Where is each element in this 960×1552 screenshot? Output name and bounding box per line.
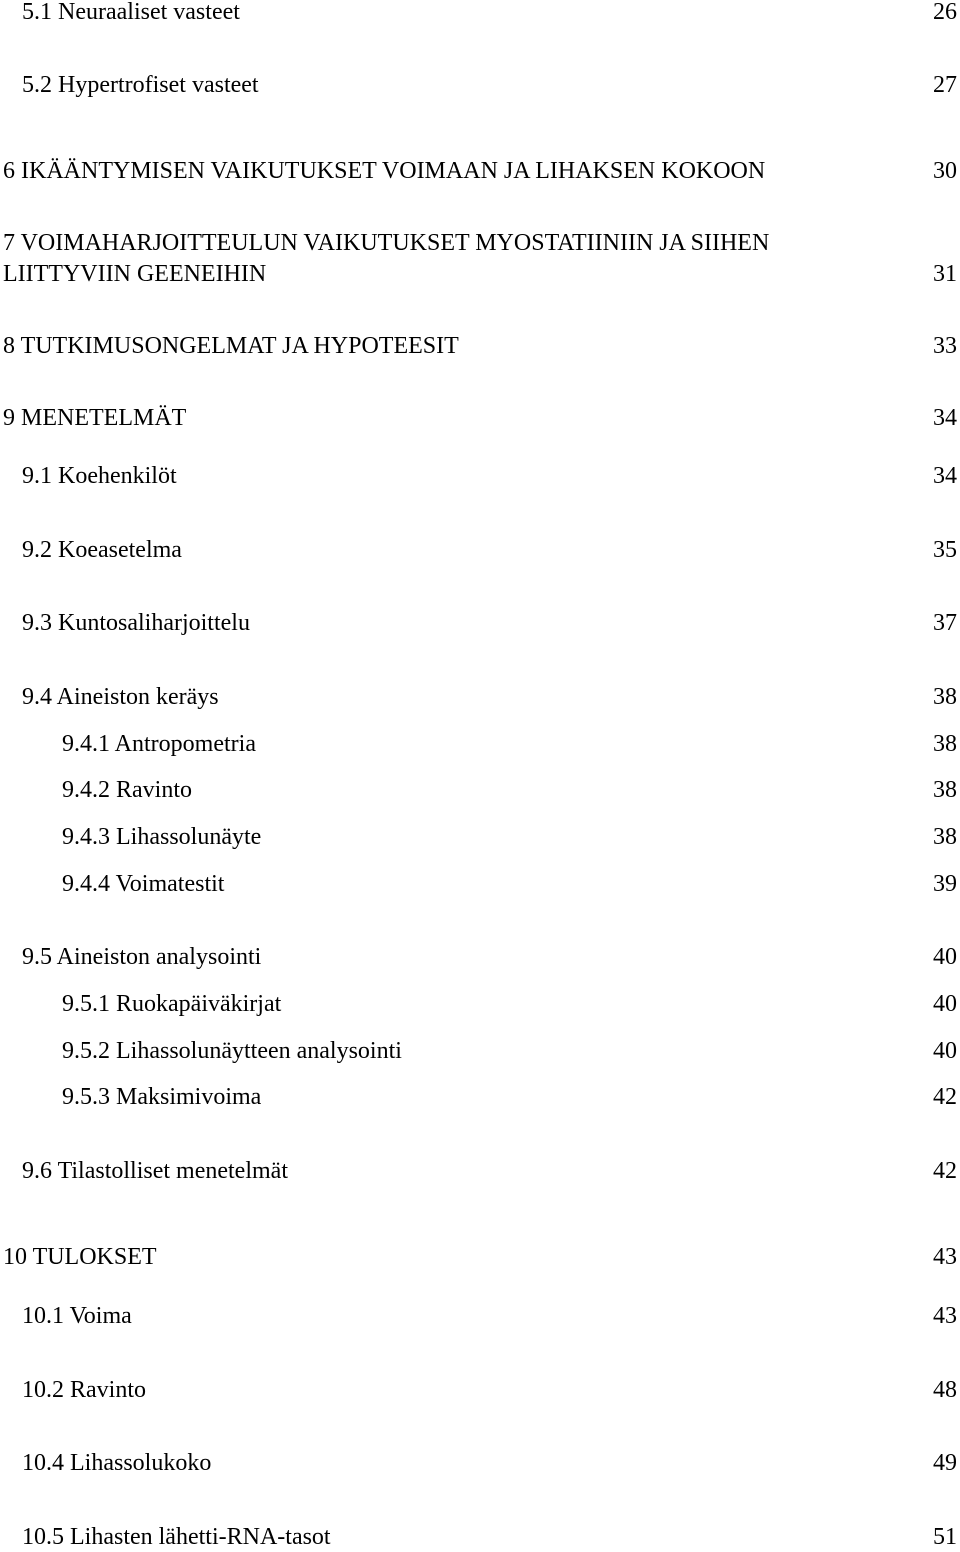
toc-entry-title: 5.2 Hypertrofiset vasteet: [22, 72, 259, 98]
toc-entry-page: 42: [933, 1158, 957, 1184]
toc-entry: [0, 775, 957, 805]
toc-entry: [0, 729, 957, 759]
toc-entry-title: 9.4.4 Voimatestit: [62, 871, 225, 897]
toc-entry-title: 5.1 Neuraaliset vasteet: [22, 0, 240, 25]
toc-entry-page: 48: [933, 1377, 957, 1403]
toc-entry-page: 38: [933, 731, 957, 757]
toc-entry-title: 10.5 Lihasten lähetti-RNA-tasot: [22, 1524, 331, 1550]
toc-entry: [0, 942, 957, 972]
toc-entry-page: 26: [933, 0, 957, 25]
toc-entry-title: 9.1 Koehenkilöt: [22, 463, 177, 489]
toc-entry: [0, 259, 957, 289]
toc-entry: [0, 682, 957, 712]
toc-entry: [0, 1242, 957, 1272]
toc-entry: [0, 1448, 957, 1478]
toc-entry-title: 9.4 Aineiston keräys: [22, 684, 219, 710]
toc-entry: [0, 1036, 957, 1066]
toc-entry-title: 10.2 Ravinto: [22, 1377, 146, 1403]
toc-entry-page: 38: [933, 824, 957, 850]
toc-entry: [0, 1082, 957, 1112]
toc-entry-title: 10.1 Voima: [22, 1303, 132, 1329]
toc-entry-page: 49: [933, 1450, 957, 1476]
toc-entry: [0, 331, 957, 361]
toc-entry-page: 35: [933, 537, 957, 563]
toc-entry-title: 9 MENETELMÄT: [3, 405, 187, 431]
toc-entry-page: 39: [933, 871, 957, 897]
toc-entry-title: 10 TULOKSET: [3, 1244, 157, 1270]
toc-entry-title: 9.4.1 Antropometria: [62, 731, 256, 757]
toc-entry: [0, 70, 957, 100]
toc-entry: [0, 156, 957, 186]
toc-entry-page: 42: [933, 1084, 957, 1110]
toc-entry-page: 34: [933, 405, 957, 431]
toc-entry-title: 10.4 Lihassolukoko: [22, 1450, 212, 1476]
toc-entry-title: 9.4.3 Lihassolunäyte: [62, 824, 262, 850]
toc-entry-title: 9.4.2 Ravinto: [62, 777, 192, 803]
toc-entry: [0, 1375, 957, 1405]
toc-entry-page: 51: [933, 1524, 957, 1550]
toc-entry-page: 40: [933, 944, 957, 970]
toc-entry-title: 6 IKÄÄNTYMISEN VAIKUTUKSET VOIMAAN JA LIHAKSEN KOKOON: [3, 158, 766, 184]
toc-entry-title: 9.2 Koeasetelma: [22, 537, 182, 563]
toc-entry: [0, 989, 957, 1019]
toc-entry-page: 38: [933, 777, 957, 803]
toc-entry-title: 9.5.1 Ruokapäiväkirjat: [62, 991, 282, 1017]
toc-entry: [0, 1301, 957, 1331]
toc-entry-page: 37: [933, 610, 957, 636]
toc-entry: [0, 608, 957, 638]
toc-entry-title: 9.5.3 Maksimivoima: [62, 1084, 262, 1110]
toc-entry-page: 43: [933, 1303, 957, 1329]
toc-entry-title: 8 TUTKIMUSONGELMAT JA HYPOTEESIT: [3, 333, 459, 359]
toc-entry: [0, 461, 957, 491]
toc-entry-page: 27: [933, 72, 957, 98]
toc-entry-page: 43: [933, 1244, 957, 1270]
toc-entry: [0, 822, 957, 852]
toc-entry: [0, 228, 957, 258]
toc-entry-title: 9.5 Aineiston analysointi: [22, 944, 262, 970]
toc-entry: [0, 869, 957, 899]
toc-entry-title: 9.6 Tilastolliset menetelmät: [22, 1158, 288, 1184]
toc-entry: [0, 1156, 957, 1186]
toc-entry-page: 40: [933, 991, 957, 1017]
toc-entry-page: 38: [933, 684, 957, 710]
toc-entry: [0, 0, 957, 27]
toc-entry-page: 33: [933, 333, 957, 359]
toc-entry: [0, 403, 957, 433]
toc-entry-page: 31: [933, 261, 957, 287]
toc-entry-title: 9.3 Kuntosaliharjoittelu: [22, 610, 250, 636]
toc-entry-page: 30: [933, 158, 957, 184]
toc-entry-title: 9.5.2 Lihassolunäytteen analysointi: [62, 1038, 402, 1064]
toc-entry-title: 7 VOIMAHARJOITTEULUN VAIKUTUKSET MYOSTATIINIIN JA SIIHEN: [3, 230, 770, 256]
toc-entry-page: 40: [933, 1038, 957, 1064]
toc-entry-title: LIITTYVIIN GEENEIHIN: [3, 261, 267, 287]
toc-entry: [0, 535, 957, 565]
toc-entry-page: 34: [933, 463, 957, 489]
